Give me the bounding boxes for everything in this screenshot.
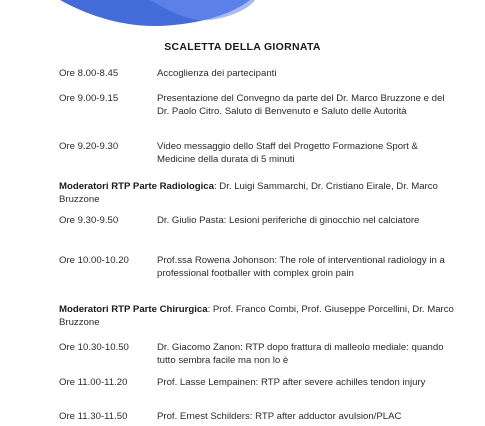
page-title: SCALETTA DELLA GIORNATA xyxy=(164,41,321,53)
row-time: Ore 11.30-11.50 xyxy=(59,411,128,422)
row-time: Ore 9.30-9.50 xyxy=(59,215,119,226)
moderators-surgery xyxy=(59,303,454,330)
row-time: Ore 9.20-9.30 xyxy=(59,141,119,152)
moderators-names: : Prof. Franco Combi, Prof. Giuseppe Porcellini, Dr. Marco Bruzzone xyxy=(59,304,454,329)
row-time: Ore 8.00-8.45 xyxy=(59,68,119,79)
row-description: Prof. Ernest Schilders: RTP after adductor avulsion/PLAC xyxy=(157,411,402,422)
row-description: Prof. Lasse Lempainen: RTP after severe achilles tendon injury xyxy=(157,377,426,388)
moderators-label: Moderatori RTP Parte Radiologica xyxy=(59,181,214,192)
moderators-radiology xyxy=(59,180,454,207)
row-time: Ore 11.00-11.20 xyxy=(59,377,128,388)
row-description: Accoglienza dei partecipanti xyxy=(157,68,277,79)
moderators-label: Moderatori RTP Parte Chirurgica xyxy=(59,304,208,315)
row-time: Ore 9.00-9.15 xyxy=(59,93,119,104)
row-description: Video messaggio dello Staff del Progetto Formazione Sport & Medicine della durata di 5 minuti xyxy=(157,141,418,166)
row-time: Ore 10.00-10.20 xyxy=(59,255,129,266)
row-time: Ore 10.30-10.50 xyxy=(59,342,129,353)
row-description: Dr. Giulio Pasta: Lesioni periferiche di ginocchio nel calciatore xyxy=(157,215,420,226)
row-description: Prof.ssa Rowena Johonson: The role of interventional radiology in a professional footballer with complex groin pain xyxy=(157,255,445,280)
moderators-names: : Dr. Luigi Sammarchi, Dr. Cristiano Eirale, Dr. Marco Bruzzone xyxy=(59,181,438,206)
row-description: Dr. Giacomo Zanon: RTP dopo frattura di malleolo mediale: quando tutto sembra facile ma non lo è xyxy=(157,342,444,367)
row-description: Presentazione del Convegno da parte del Dr. Marco Bruzzone e del Dr. Paolo Citro. Saluto di Benvenuto e Saluto delle Autorità xyxy=(157,93,445,118)
